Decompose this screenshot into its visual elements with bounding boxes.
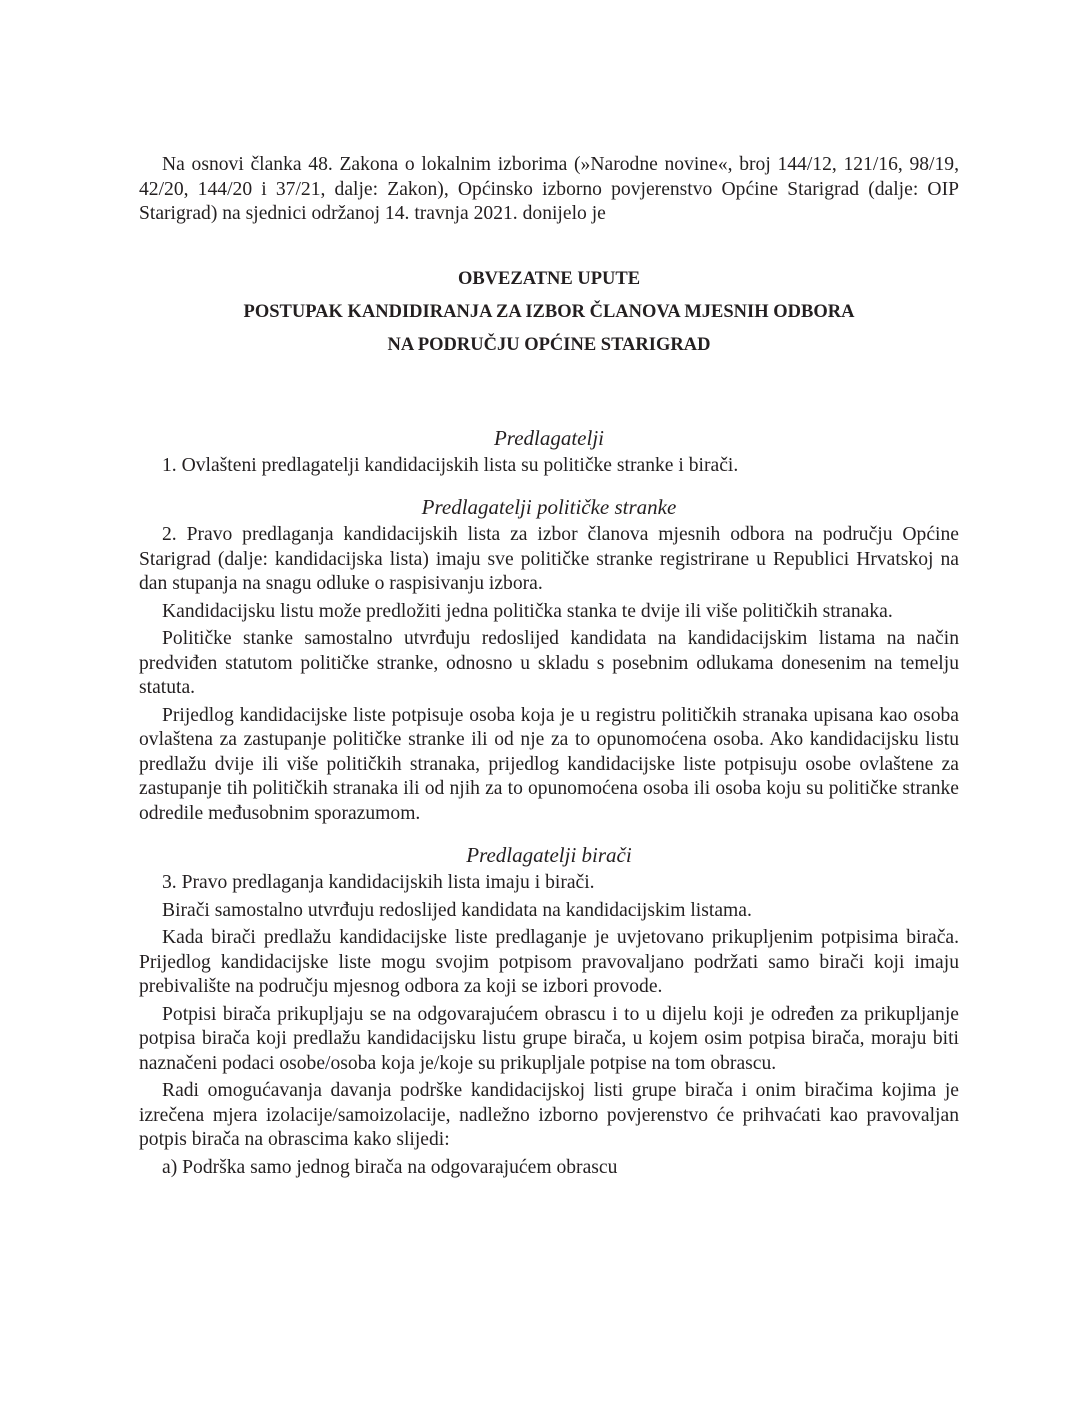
paragraph: Kada birači predlažu kandidacijske liste predlaganje je uvjetovano prikupljenim potpisima birača. Prijedlog kandidacijske liste mogu svojim potpisom pravovaljano podržati samo birači koji imaju prebivalište na području mjesnog odbora za koji se izbori provode. [139, 927, 959, 997]
paragraph: Potpisi birača prikupljaju se na odgovarajućem obrascu i to u dijelu koji je određen za prikupljanje potpisa birača koji predlažu kandidacijsku listu grupe birača, u kojem osim potpisa birača, moraju biti naznačeni podaci osobe/osoba koja je/koje su prikupljale potpise na tom obrascu. [139, 1003, 959, 1074]
section-political-parties [139, 494, 959, 826]
section-heading: Predlagatelji birači [466, 843, 632, 867]
paragraph: Kandidacijsku listu može predložiti jedna politička stanka te dvije ili više političkih stranaka. [162, 600, 893, 622]
section-voters [139, 842, 959, 1180]
paragraph: Radi omogućavanja davanja podrške kandidacijskoj listi grupe birača i onim biračima kojima je izrečena mjera izolacije/samoizolacije, nadležno izborno povjerenstvo će prihvaćati kao pravovaljan potpis birača na obrascima kako slijedi: [139, 1080, 959, 1150]
paragraph: a) Podrška samo jednog birača na odgovarajućem obrascu [162, 1156, 618, 1178]
section-heading: Predlagatelji političke stranke [421, 495, 677, 519]
paragraph: Političke stanke samostalno utvrđuju redoslijed kandidata na kandidacijskim listama na način predviđen statutom političke stranke, odnosno u skladu s posebnim odlukama donesenim na temelju statuta. [139, 628, 959, 698]
section-heading: Predlagatelji [493, 425, 605, 450]
paragraph: Prijedlog kandidacijske liste potpisuje osoba koja je u registru političkih stranaka upisana kao osoba ovlaštena za zastupanje političke stranke ili od nje za to opunomoćena osoba. Ako kandidacijsku listu predlažu dvije ili više političkih stranaka, prijedlog kandidacijske liste potpisuju osobe ovlaštene za zastupanje tih političkih stranaka ili od njih za to opunomoćena osoba ili osoba koju su političke stranke odredile međusobnim sporazumom. [139, 704, 959, 824]
document-content [139, 153, 959, 1180]
title-line-1: OBVEZATNE UPUTE [457, 268, 641, 289]
paragraph: 3. Pravo predlaganja kandidacijskih lista imaju i birači. [162, 872, 595, 893]
paragraph: 1. Ovlašteni predlagatelji kandidacijskih lista su političke stranke i birači. [162, 454, 739, 476]
section-predlagatelji [139, 425, 959, 479]
intro-paragraph: Na osnovi članka 48. Zakona o lokalnim izborima (»Narodne novine«, broj 144/12, 121/16, 98/19, 42/20, 144/20 i 37/21, dalje: Zakon), Općinsko izborno povjerenstvo Općine Starigrad (dalje: OIP Starigrad) na sjednici održanoj 14. travnja 2021. donijelo je [139, 154, 959, 224]
paragraph: 2. Pravo predlaganja kandidacijskih lista za izbor članova mjesnih odbora na području Općine Starigrad (dalje: kandidacijska lista) imaju sve političke stranke registrirane u Republici Hrvatskoj na dan stupanja na snagu odluke o raspisivanju izbora. [139, 524, 959, 594]
paragraph: Birači samostalno utvrđuju redoslijed kandidata na kandidacijskim listama. [162, 899, 752, 921]
document-title [139, 267, 959, 359]
title-line-2: POSTUPAK KANDIDIRANJA ZA IZBOR ČLANOVA MJESNIH ODBORA [243, 301, 855, 322]
title-line-3: NA PODRUČJU OPĆINE STARIGRAD [387, 334, 711, 355]
